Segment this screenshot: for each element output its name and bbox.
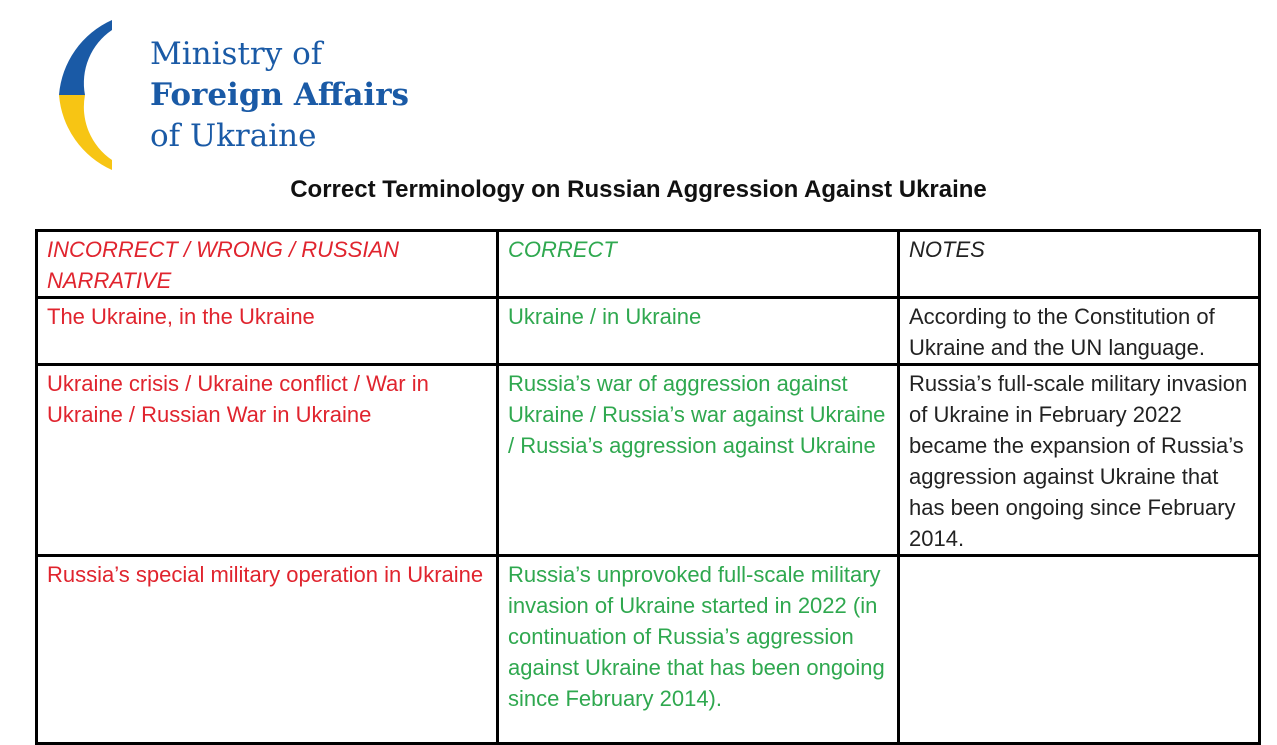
logo-line-of-ukraine: of Ukraine [150,118,317,154]
cell-incorrect: Russia’s special military operation in Ukraine [37,556,498,744]
document-title: Correct Terminology on Russian Aggression Against Ukraine [290,176,987,203]
cell-notes: Russia’s full-scale military invasion of Ukraine in February 2022 became the expansion of Russia’s aggression against Ukraine that has been ongoing since February 2014. [899,365,1260,556]
table-row [37,556,1260,744]
header-notes: NOTES [899,231,1260,298]
ministry-logo-text [150,34,409,157]
cell-incorrect: The Ukraine, in the Ukraine [37,298,498,365]
table-header-row [37,231,1260,298]
cell-notes [899,556,1260,744]
logo-arc-yellow [59,95,112,170]
header-incorrect: INCORRECT / WRONG / RUSSIAN NARRATIVE [37,231,498,298]
logo-line-ministry: Ministry of [150,36,323,72]
cell-correct: Russia’s war of aggression against Ukraine / Russia’s war against Ukraine / Russia’s aggression against Ukraine [498,365,899,556]
ministry-logo-mark [56,20,116,170]
logo-line-foreign-affairs: Foreign Affairs [150,77,409,113]
table-row [37,298,1260,365]
cell-correct: Russia’s unprovoked full-scale military invasion of Ukraine started in 2022 (in continuation of Russia’s aggression against Ukraine that has been ongoing since February 2014). [498,556,899,744]
cell-incorrect: Ukraine crisis / Ukraine conflict / War in Ukraine / Russian War in Ukraine [37,365,498,556]
logo-arc-blue [59,20,112,95]
table-row [37,365,1260,556]
cell-notes: According to the Constitution of Ukraine and the UN language. [899,298,1260,365]
cell-correct: Ukraine / in Ukraine [498,298,899,365]
terminology-table [35,229,1261,745]
header-correct: CORRECT [498,231,899,298]
